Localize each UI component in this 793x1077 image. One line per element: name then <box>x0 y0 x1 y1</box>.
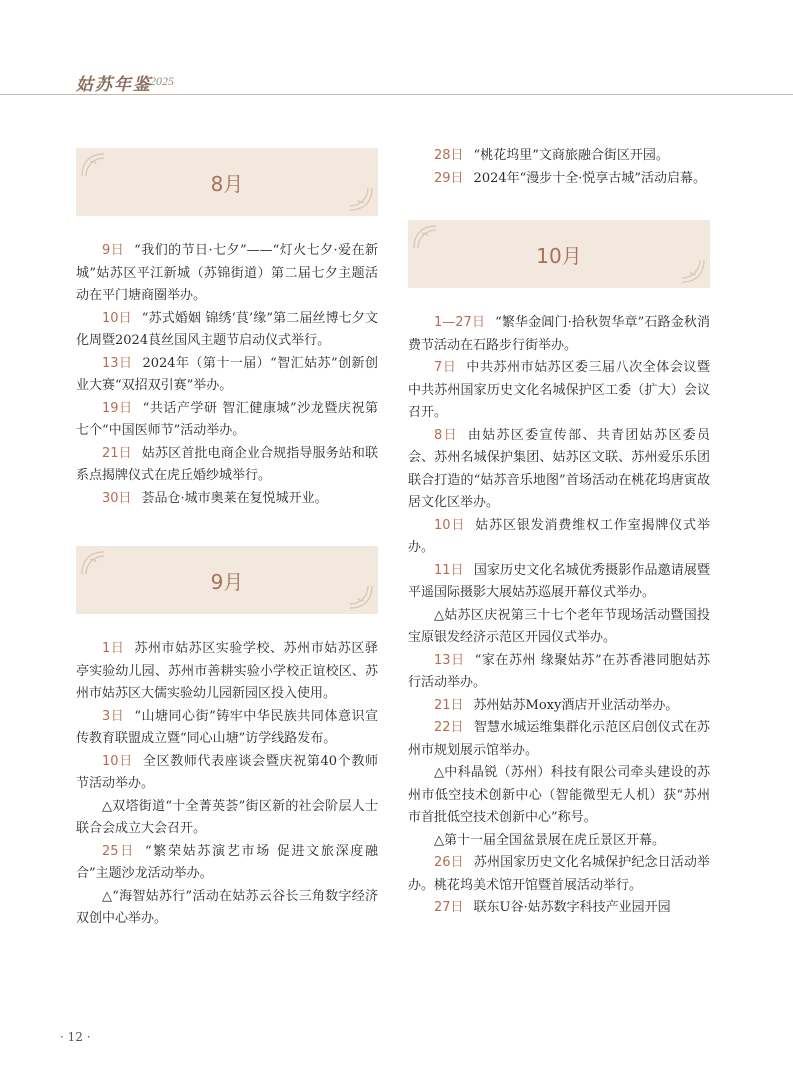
event-text: 苏州市姑苏区实验学校、苏州市姑苏区驿亭实验幼儿园、苏州市善耕实验小学校正谊校区、苏州市姑苏区大儒实验幼儿园新园区投入使用。 <box>76 641 378 701</box>
event-entry <box>408 830 710 853</box>
event-entry <box>76 240 378 308</box>
september-entries <box>76 638 378 931</box>
event-date: 22日 <box>434 720 464 735</box>
event-text: “桃花坞里”文商旅融合街区开园。 <box>473 148 669 163</box>
event-date: 1—27日 <box>434 315 486 330</box>
event-entry <box>408 312 710 357</box>
event-text: △双塔街道“十全菁英荟”街区新的社会阶层人士联合会成立大会召开。 <box>76 798 378 836</box>
event-date: 8日 <box>434 427 458 443</box>
page-header <box>0 0 793 95</box>
event-entry <box>408 762 710 830</box>
yearbook-title: 姑苏年鉴 <box>76 75 152 95</box>
event-entry <box>408 852 710 897</box>
event-date: 30日 <box>102 490 132 506</box>
event-entry <box>76 886 378 931</box>
page-number: · 12 · <box>60 1030 91 1044</box>
event-entry <box>408 605 710 650</box>
event-entry <box>76 706 378 751</box>
event-entry <box>408 897 710 920</box>
event-text: △中科晶锐（苏州）科技有限公司牵头建设的苏州市低空技术创新中心（智能微型无人机）获“苏州市首批低空技术创新中心”称号。 <box>408 765 710 825</box>
event-entry <box>76 308 378 353</box>
event-date: 9日 <box>102 243 125 258</box>
event-text: 联东U谷·姑苏数字科技产业园开园 <box>473 900 671 915</box>
event-date: 10日 <box>102 310 132 326</box>
event-date: 26日 <box>434 855 464 870</box>
month-heading-august <box>76 148 378 216</box>
month-heading-october <box>408 220 710 288</box>
event-text: “家在苏州 缘聚姑苏”在苏香港同胞姑苏行活动举办。 <box>408 652 710 690</box>
event-text: 姑苏区银发消费维权工作室揭牌仪式举办。 <box>408 517 710 555</box>
event-date: 3日 <box>102 708 125 724</box>
event-text: 苏州国家历史文化名城保护纪念日活动举办。桃花坞美术馆开馆暨首展活动举行。 <box>408 855 710 893</box>
month-label: 10月 <box>536 244 582 268</box>
event-entry <box>76 796 378 841</box>
event-entry <box>408 560 710 605</box>
september-continued-entries <box>408 145 710 190</box>
event-entry <box>76 443 378 488</box>
event-entry <box>408 168 710 191</box>
yearbook-year: 2025 <box>150 74 174 88</box>
event-entry <box>408 145 710 168</box>
event-date: 21日 <box>102 445 132 461</box>
event-entry <box>76 841 378 886</box>
event-text: △第十一届全国盆景展在虎丘景区开幕。 <box>434 832 665 848</box>
event-text: △姑苏区庆祝第三十七个老年节现场活动暨国投宝原银发经济示范区开园仪式举办。 <box>408 607 710 645</box>
october-entries <box>408 312 710 920</box>
event-entry <box>408 717 710 762</box>
event-text: “共话产学研 智汇健康城”沙龙暨庆祝第七个“中国医师节”活动举办。 <box>76 400 378 438</box>
event-text: 智慧水城运维集群化示范区启创仪式在苏州市规划展示馆举办。 <box>408 720 710 758</box>
event-date: 27日 <box>434 900 464 915</box>
event-text: “繁华金阊门·拾秋贺华章”石路金秋消费节活动在石路步行街举办。 <box>408 315 710 353</box>
right-column <box>408 145 710 920</box>
event-entry <box>408 425 710 515</box>
header-rule <box>0 94 793 95</box>
event-entry <box>76 638 378 706</box>
event-date: 13日 <box>434 652 465 668</box>
event-text: 由姑苏区委宣传部、共青团姑苏区委员会、苏州名城保护集团、姑苏区文联、苏州爱乐乐团联合打造的“姑苏音乐地图”首场活动在桃花坞唐寅故居文化区举办。 <box>408 427 710 510</box>
event-text: “苏式婚姻 锦绣‘茛’缘”第二届丝博七夕文化周暨2024茛丝国风主题节启动仪式举行。 <box>76 310 378 348</box>
event-text: △“海智姑苏行”活动在姑苏云谷长三角数字经济双创中心举办。 <box>76 888 378 926</box>
event-text: 苏州姑苏Moxy酒店开业活动举办。 <box>473 697 679 713</box>
event-text: “我们的节日·七夕”——“灯火七夕·爱在新城”姑苏区平江新城（苏锦街道）第二届七夕主题活动在平门塘商圈举办。 <box>76 243 378 303</box>
event-entry <box>408 650 710 695</box>
august-entries <box>76 240 378 510</box>
event-text: 国家历史文化名城优秀摄影作品邀请展暨平遥国际摄影大展姑苏巡展开幕仪式举办。 <box>408 562 710 600</box>
event-text: 中共苏州市姑苏区委三届八次全体会议暨中共苏州国家历史文化名城保护区工委（扩大）会议召开。 <box>408 360 710 420</box>
event-date: 19日 <box>102 400 133 416</box>
event-entry <box>408 695 710 718</box>
event-entry <box>76 353 378 398</box>
event-date: 29日 <box>434 170 464 186</box>
event-text: 姑苏区首批电商企业合规指导服务站和联系点揭牌仪式在虎丘婚纱城举行。 <box>76 445 378 483</box>
event-date: 21日 <box>434 697 464 713</box>
event-text: 2024年“漫步十全·悦享古城”活动启幕。 <box>473 170 707 186</box>
event-entry <box>76 751 378 796</box>
event-entry <box>408 357 710 425</box>
event-text: 全区教师代表座谈会暨庆祝第40个教师节活动举办。 <box>76 753 379 791</box>
month-heading-september <box>76 546 378 614</box>
event-text: 2024年（第十一届）“智汇姑苏”创新创业大赛“双招双引赛”举办。 <box>76 355 378 393</box>
event-date: 10日 <box>102 753 133 769</box>
event-entry <box>76 488 378 511</box>
event-date: 13日 <box>102 355 133 371</box>
event-date: 28日 <box>434 148 464 163</box>
event-text: “山塘同心街”铸牢中华民族共同体意识宣传教育联盟成立暨“同心山塘”访学线路发布。 <box>76 708 379 746</box>
event-date: 11日 <box>434 562 464 578</box>
event-text: 荟品仓·城市奥莱在复悦城开业。 <box>141 490 328 506</box>
month-label: 8月 <box>210 172 244 196</box>
event-date: 10日 <box>434 517 466 533</box>
event-date: 7日 <box>434 360 457 375</box>
event-date: 1日 <box>102 641 125 656</box>
event-entry <box>76 398 378 443</box>
left-column <box>76 148 378 931</box>
event-entry <box>408 515 710 560</box>
event-text: “繁荣姑苏演艺市场 促进文旅深度融合”主题沙龙活动举办。 <box>76 843 378 881</box>
event-date: 25日 <box>102 843 135 859</box>
month-label: 9月 <box>210 570 244 594</box>
